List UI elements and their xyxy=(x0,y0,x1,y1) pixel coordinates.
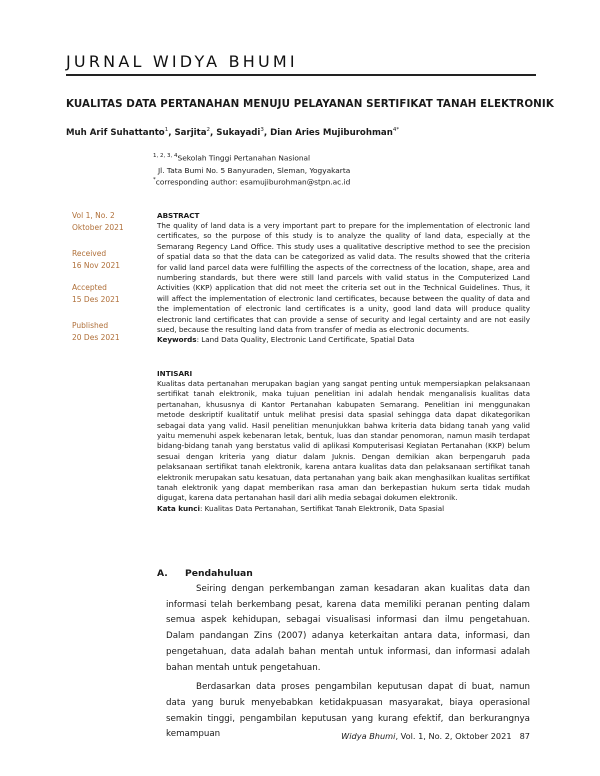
footer-journal: Widya Bhumi xyxy=(341,731,396,741)
keywords-text: : Land Data Quality, Electronic Land Certificate, Spatial Data xyxy=(196,335,415,345)
body-text xyxy=(166,582,530,747)
affiliation-address: Jl. Tata Bumi No. 5 Banyuraden, Sleman, Yogyakarta xyxy=(158,166,351,175)
intisari-heading: INTISARI xyxy=(157,369,193,378)
kata-kunci-label: Kata kunci xyxy=(157,503,200,513)
body-paragraph: Berdasarkan data proses pengambilan keputusan dapat di buat, namun data yang buruk menyebabkan ketidakpuasan masyarakat, biaya operasional semakin tinggi, pengambilan keputusan yang kurang efektif, dan berkurangnya kemampuan xyxy=(166,682,530,740)
received-label: Received xyxy=(72,249,107,258)
abstract-heading: ABSTRACT xyxy=(157,211,200,220)
section-title: Pendahuluan xyxy=(185,568,253,579)
page-footer xyxy=(341,731,530,741)
body-paragraph: Seiring dengan perkembangan zaman kesadaran akan kualitas data dan informasi telah berkembang pesat, karena data memiliki peranan penting dalam semua aspek kehidupan, sebagai visualisasi informasi dan ilmu pengetahuan. Dalam pandangan Zins (2007) adanya keterkaitan antara data, informasi, dan pengetahuan, data adalah bahan mentah untuk informasi, dan informasi adalah bahan mentah untuk pengetahuan. xyxy=(166,584,530,673)
intisari-keywords xyxy=(157,504,530,514)
correspondence-text: corresponding author: esamujiburohman@stpn.ac.id xyxy=(155,177,351,187)
correspondence-sup: * xyxy=(153,177,156,183)
author-name: Dian Aries Mujiburohman xyxy=(270,127,393,138)
published-label: Published xyxy=(72,321,109,330)
author-name: Muh Arif Suhattanto xyxy=(66,127,165,138)
section-letter: A. xyxy=(157,568,168,579)
abstract-block xyxy=(157,221,530,346)
correspondence xyxy=(153,177,350,186)
abstract-text: The quality of land data is a very important part to prepare for the implementation of electronic land certificates, so the purpose of this study is to analyze the quality of land data, especially at the Semarang Regency Land Office. This study uses a qualitative descriptive method to see the precision of spatial data so that the data can be categorized as valid data. The results showed that the criteria for valid land parcel data were fulfilling the aspects of the correctness of the location, shape, area and numbering standards, but there were still land parcels with valid status in the Computerized Land Activities (KKP) application that did not meet the criteria set out in the Technical Guidelines. Thus, it will affect the implementation of electronic land certificates, because between the quality of data and the implementation of electronic land certificates is a unity, good land data will produce quality electronic land certificates that can provide a sense of security and legal certainty and are not easily sued, because the resulting land data from transfer of media as electronic documents. xyxy=(157,221,530,335)
author-name: Sukayadi xyxy=(216,127,261,138)
author-separator: , xyxy=(263,127,271,138)
footer-issue: , Vol. 1, No. 2, Oktober 2021 xyxy=(395,731,512,741)
kata-kunci-text: : Kualitas Data Pertanahan, Sertifikat Tanah Elektronik, Data Spasial xyxy=(199,503,445,513)
institution-name: Sekolah Tinggi Pertanahan Nasional xyxy=(177,153,311,163)
affiliation-sup: 1, 2, 3, 4 xyxy=(153,153,178,159)
volume-info: Vol 1, No. 2 xyxy=(72,211,115,220)
intisari-block xyxy=(157,379,530,514)
published-date: 20 Des 2021 xyxy=(72,333,120,342)
journal-name: JURNAL WIDYA BHUMI xyxy=(66,52,536,76)
affiliation-institution xyxy=(153,153,310,162)
author-name: Sarjita xyxy=(174,127,207,138)
issue-date: Oktober 2021 xyxy=(72,223,124,232)
page-number: 87 xyxy=(519,731,530,741)
author-list xyxy=(66,127,399,138)
accepted-label: Accepted xyxy=(72,283,107,292)
abstract-keywords xyxy=(157,335,530,345)
author-sup: 4* xyxy=(392,127,400,133)
author-sup: 1 xyxy=(164,127,169,133)
intisari-text: Kualitas data pertanahan merupakan bagian yang sangat penting untuk mempersiapkan pelaksanaan sertifikat tanah elektronik, maka tujuan penelitian ini adalah hendak menganalisis kualitas data pertanahan, khususnya di Kantor Pertanahan kabupaten Semarang. Penelitian ini menggunakan metode deskriptif kualitatif untuk melihat presisi data spasial sehingga data dapat dikategorikan sebagai data yang valid. Hasil penelitian menunjukkan bahwa kriteria data bidang tanah yang valid yaitu memenuhi aspek kebenaran letak, bentuk, luas dan standar penomoran, namun masih terdapat bidang-bidang tanah yang berstatus valid di aplikasi Komputerisasi Kegiatan Pertanahan (KKP) belum sesuai dengan kriteria yang diatur dalam Juknis. Dengan demikian akan berpengaruh pada pelaksanaan sertifikat tanah elektronik, karena antara kualitas data dan pelaksanaan sertifikat tanah elektronik merupakan satu kesatuan, data pertanahan yang baik akan menghasilkan kualitas sertifikat tanah elektronik yang dapat memberikan rasa aman dan berkepastian hukum serta tidak mudah digugat, karena data pertanahan hasil dari alih media sebagai dokumen elektronik. xyxy=(157,379,530,503)
author-sup: 3 xyxy=(260,127,264,133)
author-separator: , xyxy=(210,127,217,138)
section-heading xyxy=(157,568,253,579)
article-title: KUALITAS DATA PERTANAHAN MENUJU PELAYANAN SERTIFIKAT TANAH ELEKTRONIK xyxy=(66,98,554,110)
received-date: 16 Nov 2021 xyxy=(72,261,121,270)
author-sup: 2 xyxy=(206,127,211,133)
author-separator: , xyxy=(168,127,175,138)
accepted-date: 15 Des 2021 xyxy=(72,295,120,304)
keywords-label: Keywords xyxy=(157,335,197,345)
